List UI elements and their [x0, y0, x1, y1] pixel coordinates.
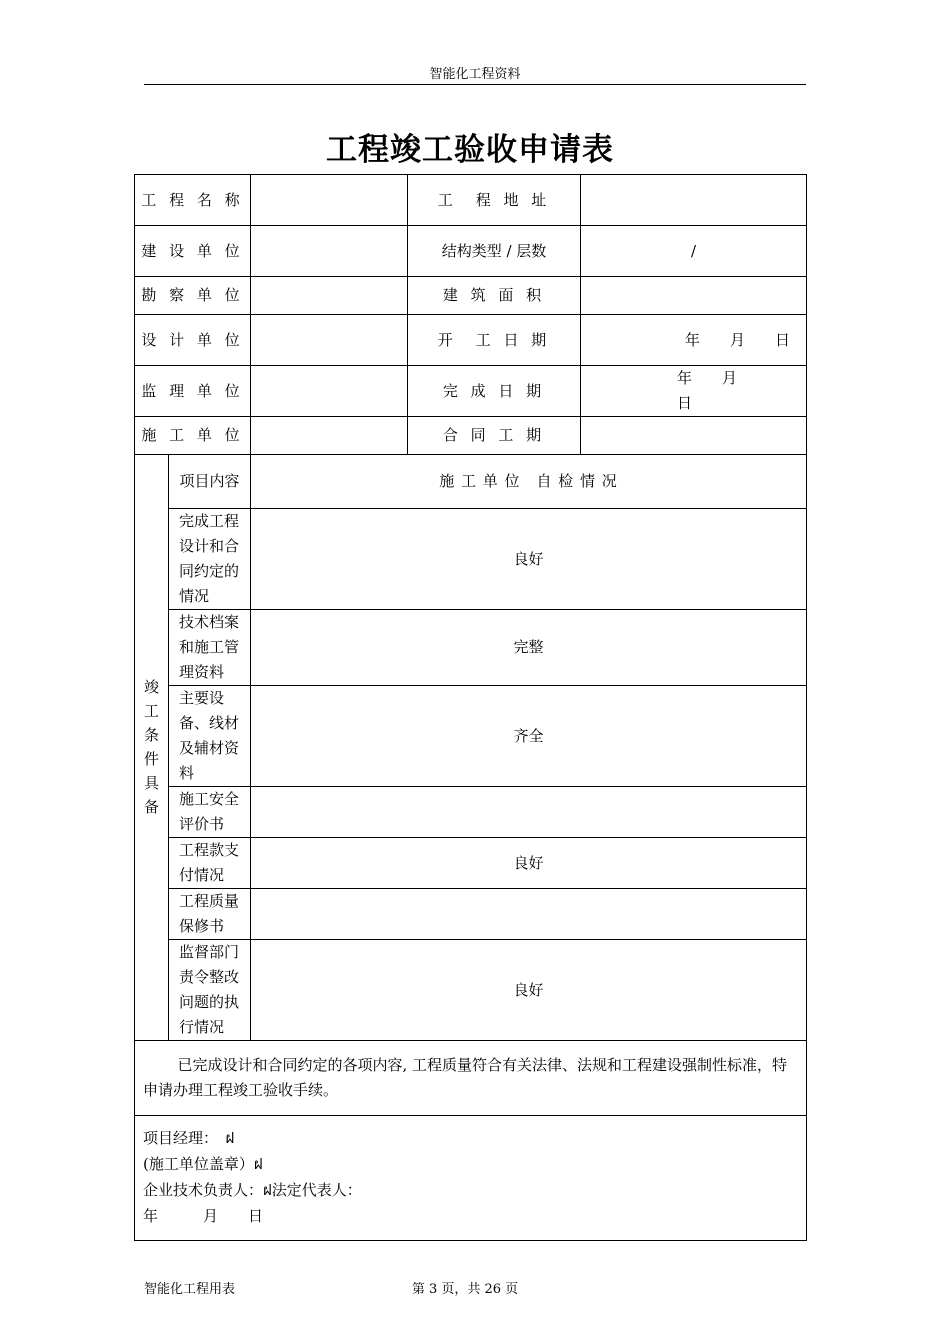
survey-unit-value [251, 277, 408, 315]
column-status-header: 施 工 单 位 自 检 情 况 [251, 455, 807, 509]
condition-status: 良好 [251, 838, 807, 889]
survey-unit-label: 勘 察 单 位 [135, 277, 251, 315]
condition-item: 完成工程设计和合同约定的情况 [169, 509, 251, 610]
construction-unit-value [251, 417, 408, 455]
design-unit-label: 设 计 单 位 [135, 315, 251, 366]
supervision-unit-value [251, 366, 408, 417]
info-row [135, 315, 807, 366]
footer-form-name: 智能化工程用表 [144, 1282, 236, 1297]
statement-row [135, 1041, 807, 1116]
building-area-label: 建 筑 面 积 [408, 277, 581, 315]
company-seal-line: (施工单位盖章）ฝ [143, 1155, 263, 1173]
condition-status: 齐全 [251, 686, 807, 787]
condition-item: 工程质量保修书 [169, 889, 251, 940]
design-unit-value [251, 315, 408, 366]
condition-row [135, 940, 807, 1041]
condition-status [251, 889, 807, 940]
building-area-value [581, 277, 807, 315]
info-row [135, 417, 807, 455]
structure-floors-label: 结构类型 / 层数 [408, 226, 581, 277]
page-number: 第 3 页，共 26 页 [411, 1282, 519, 1297]
project-name-label: 工 程 名 称 [135, 175, 251, 226]
technical-legal-rep-line: 企业技术负责人：ฝ法定代表人： [143, 1181, 362, 1199]
contract-period-value [581, 417, 807, 455]
condition-row [135, 610, 807, 686]
condition-status: 良好 [251, 509, 807, 610]
signature-block [135, 1116, 807, 1241]
condition-item: 技术档案和施工管理资料 [169, 610, 251, 686]
condition-row [135, 686, 807, 787]
info-row [135, 277, 807, 315]
condition-row [135, 509, 807, 610]
condition-item: 工程款支付情况 [169, 838, 251, 889]
construction-unit-label: 施 工 单 位 [135, 417, 251, 455]
signature-date-line: 年 月 日 [143, 1207, 264, 1225]
condition-item: 主要设备、线材及辅材资料 [169, 686, 251, 787]
form-title: 工程竣工验收申请表 [326, 132, 614, 168]
condition-item: 监督部门责令整改问题的执行情况 [169, 940, 251, 1041]
condition-status [251, 787, 807, 838]
conditions-side-label: 竣工条件具备 [135, 455, 169, 1041]
start-date-value: 年 月 日 [581, 315, 807, 366]
structure-floors-value: / [581, 226, 807, 277]
conditions-header-row [135, 455, 807, 509]
condition-row [135, 838, 807, 889]
page-header: 智能化工程资料 [144, 66, 806, 85]
info-row [135, 366, 807, 417]
completion-date-value: 年 月 日 [581, 366, 807, 417]
supervision-unit-label: 监 理 单 位 [135, 366, 251, 417]
completion-date-label: 完 成 日 期 [408, 366, 581, 417]
application-statement: 已完成设计和合同约定的各项内容, 工程质量符合有关法律、法规和工程建设强制性标准，特申请办理工程竣工验收手续。 [135, 1041, 807, 1116]
contract-period-label: 合 同 工 期 [408, 417, 581, 455]
condition-row [135, 787, 807, 838]
acceptance-form-table [134, 174, 807, 1241]
project-address-value [581, 175, 807, 226]
info-row [135, 226, 807, 277]
condition-status: 完整 [251, 610, 807, 686]
project-address-label: 工 程 地 址 [408, 175, 581, 226]
start-date-label: 开 工 日 期 [408, 315, 581, 366]
condition-row [135, 889, 807, 940]
column-item-header: 项目内容 [169, 455, 251, 509]
owner-unit-value [251, 226, 408, 277]
condition-status: 良好 [251, 940, 807, 1041]
signature-row [135, 1116, 807, 1241]
project-name-value [251, 175, 408, 226]
info-row [135, 175, 807, 226]
condition-item: 施工安全评价书 [169, 787, 251, 838]
owner-unit-label: 建 设 单 位 [135, 226, 251, 277]
project-manager-line: 项目经理： ฝ [143, 1129, 235, 1147]
